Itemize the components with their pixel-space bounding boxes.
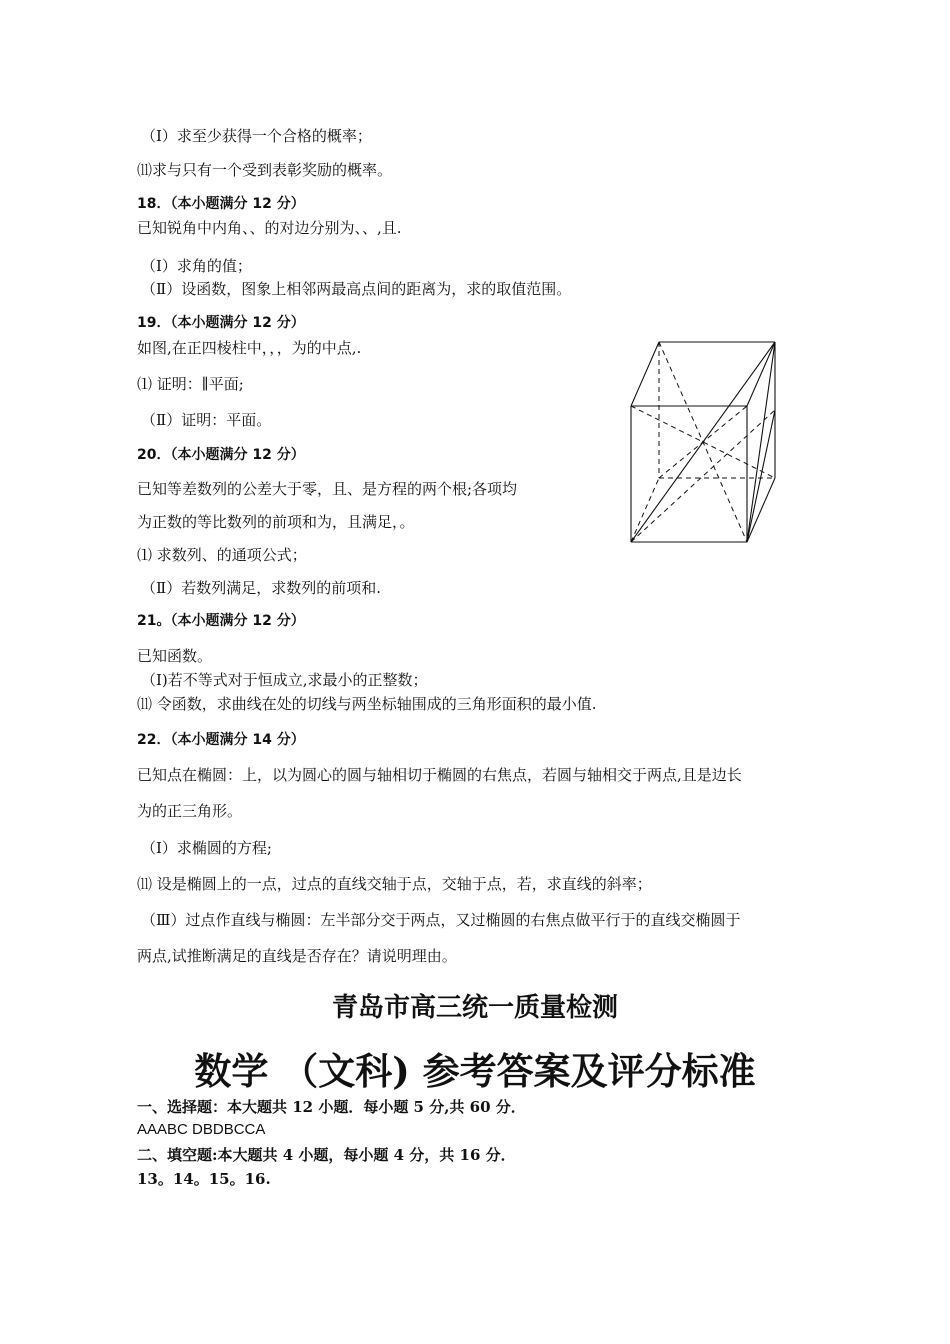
- q20-part1: ⑴ 求数列、的通项公式；: [137, 546, 307, 564]
- prism-figure: [622, 336, 782, 546]
- q22-part3-line2: 两点,试推断满足的直线是否存在？请说明理由。: [137, 947, 457, 965]
- answer-section2-values: 13。14。15。16.: [137, 1170, 271, 1188]
- q19-stem: 如图,在正四棱柱中，，，为的中点,.: [137, 339, 362, 357]
- q22-part1: （Ⅰ）求椭圆的方程;: [141, 839, 272, 857]
- prism-edge: [631, 342, 659, 406]
- q17-part1: （Ⅰ）求至少获得一个合格的概率；: [141, 127, 372, 145]
- q19-part1: ⑴ 证明：∥平面;: [137, 375, 244, 393]
- q20-part2: （Ⅱ）若数列满足，求数列的前项和.: [141, 579, 381, 597]
- q21-stem: 已知函数。: [137, 647, 213, 665]
- answer-section1-values: AAABC DBDBCCA: [137, 1121, 266, 1138]
- q22-header: 22．（本小题满分 14 分）: [137, 732, 305, 748]
- answer-section1-heading: 一、选择题：本大题共 12 小题．每小题 5 分,共 60 分．: [137, 1098, 526, 1116]
- q18-header: 18．（本小题满分 12 分）: [137, 196, 305, 212]
- answer-subtitle: 数学 （文科) 参考答案及评分标准: [194, 1049, 756, 1093]
- q22-part2: ⑾ 设是椭圆上的一点，过点的直线交轴于点，交轴于点，若，求直线的斜率；: [137, 875, 652, 893]
- q21-part2: ⑾ 令函数，求曲线在处的切线与两坐标轴围成的三角形面积的最小值.: [137, 695, 597, 713]
- q22-stem-line1: 已知点在椭圆：上，以为圆心的圆与轴相切于椭圆的右焦点，若圆与轴相交于两点,且是边长: [137, 766, 742, 784]
- q21-part1: （Ⅰ)若不等式对于恒成立,求最小的正整数；: [141, 671, 428, 689]
- q18-part2: （Ⅱ）设函数，图象上相邻两最高点间的距离为，求的取值范围。: [141, 280, 572, 298]
- prism-diagonal: [747, 342, 775, 542]
- answer-title: 青岛市高三统一质量检测: [331, 993, 618, 1023]
- prism-hidden-edge: [631, 478, 659, 542]
- prism-hidden-diagonal: [659, 406, 747, 478]
- q21-header: 21。（本小题满分 12 分）: [137, 613, 305, 629]
- q17-part2: ⑾求与只有一个受到表彰奖励的概率。: [137, 161, 393, 179]
- q18-stem: 已知锐角中内角、、的对边分别为、、,且.: [137, 219, 402, 237]
- q19-header: 19．（本小题满分 12 分）: [137, 315, 305, 331]
- answer-section2-heading: 二、填空题:本大题共 4 小题，每小题 4 分，共 16 分．: [137, 1146, 516, 1164]
- q19-part2: （Ⅱ）证明：平面。: [141, 411, 272, 429]
- q20-stem-line2: 为正数的等比数列的前项和为，且满足，。: [137, 513, 415, 531]
- q20-stem-line1: 已知等差数列的公差大于零，且、是方程的两个根;各项均: [137, 480, 518, 498]
- q18-part1: （Ⅰ）求角的值；: [141, 257, 252, 275]
- q22-part3-line1: （Ⅲ）过点作直线与椭圆：左半部分交于两点，又过椭圆的右焦点做平行于的直线交椭圆于: [141, 911, 741, 929]
- q20-header: 20．（本小题满分 12 分）: [137, 447, 305, 463]
- prism-hidden-diagonal: [631, 410, 775, 542]
- q22-stem-line2: 为的正三角形。: [137, 802, 243, 820]
